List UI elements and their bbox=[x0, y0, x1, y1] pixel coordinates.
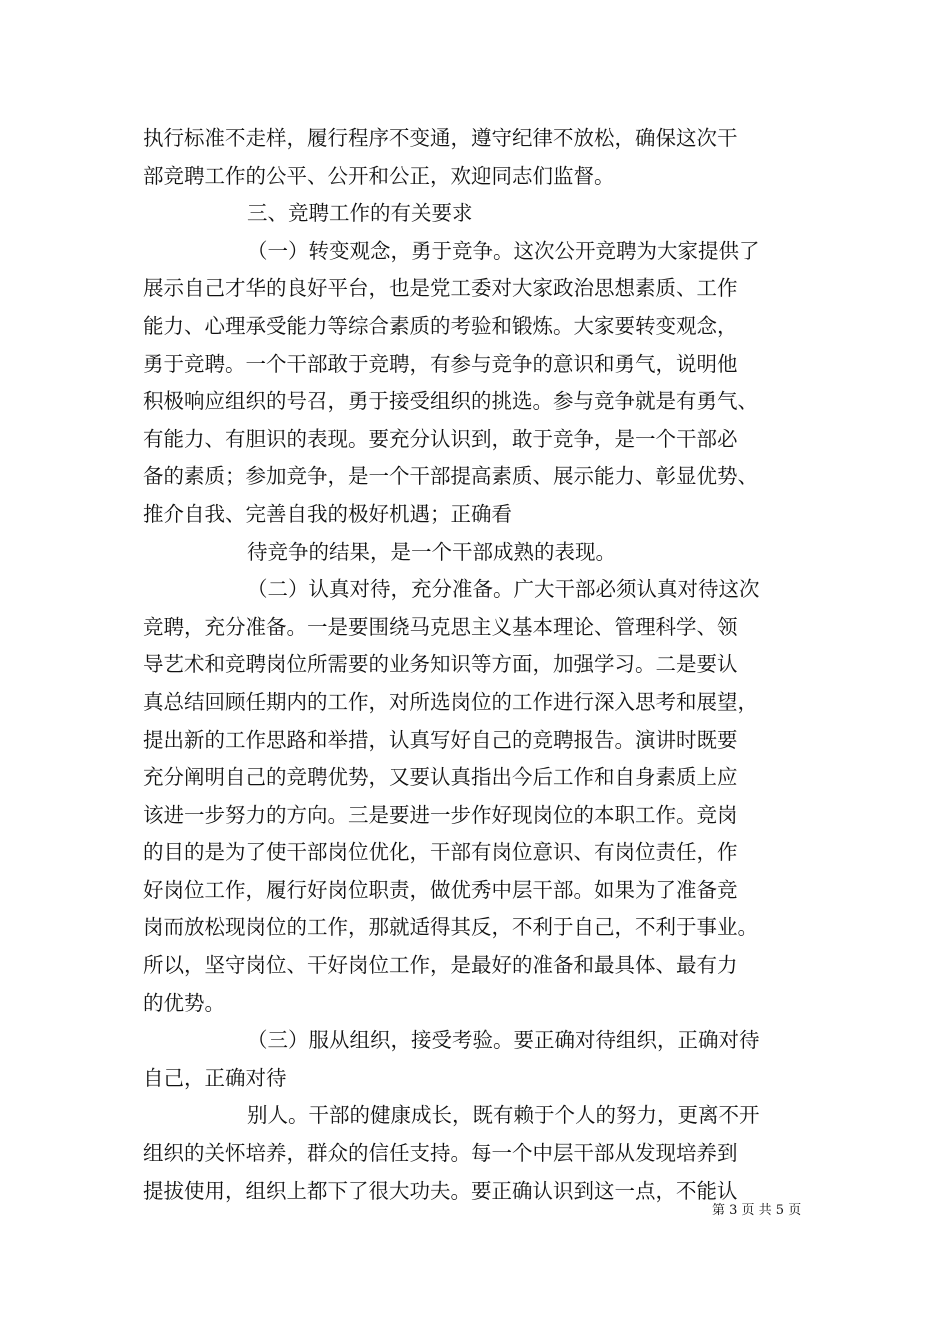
page-number-footer: 第 3 页 共 5 页 bbox=[712, 1203, 802, 1218]
text-line: 推介自我、完善自我的极好机遇；正确看 bbox=[143, 501, 512, 526]
text-line: 真总结回顾任期内的工作，对所选岗位的工作进行深入思考和展望， bbox=[143, 689, 758, 714]
text-line: 组织的关怀培养，群众的信任支持。每一个中层干部从发现培养到 bbox=[143, 1141, 738, 1166]
text-line: 积极响应组织的号召，勇于接受组织的挑选。参与竞争就是有勇气、 bbox=[143, 389, 758, 414]
text-line: 好岗位工作，履行好岗位职责，做优秀中层干部。如果为了准备竞 bbox=[143, 877, 738, 902]
text-line: 能力、心理承受能力等综合素质的考验和锻炼。大家要转变观念， bbox=[143, 313, 738, 338]
text-line: 别人。干部的健康成长，既有赖于个人的努力，更离不开 bbox=[247, 1103, 760, 1128]
text-line: 部竞聘工作的公平、公开和公正，欢迎同志们监督。 bbox=[143, 163, 615, 188]
text-line: 该进一步努力的方向。三是要进一步作好现岗位的本职工作。竞岗 bbox=[143, 802, 738, 827]
text-line: 的目的是为了使干部岗位优化，干部有岗位意识、有岗位责任，作 bbox=[143, 840, 738, 865]
text-line: 待竞争的结果，是一个干部成熟的表现。 bbox=[247, 539, 616, 564]
text-line: （二）认真对待，充分准备。广大干部必须认真对待这次 bbox=[247, 577, 760, 602]
text-line: （三）服从组织，接受考验。要正确对待组织，正确对待 bbox=[247, 1028, 760, 1053]
text-line: 的优势。 bbox=[143, 990, 225, 1015]
text-line: 有能力、有胆识的表现。要充分认识到，敢于竞争，是一个干部必 bbox=[143, 426, 738, 451]
text-line: （一）转变观念，勇于竞争。这次公开竞聘为大家提供了 bbox=[247, 238, 760, 263]
text-line: 所以，坚守岗位、干好岗位工作，是最好的准备和最具体、最有力 bbox=[143, 953, 738, 978]
document-body bbox=[143, 120, 828, 1210]
text-line: 充分阐明自己的竞聘优势，又要认真指出今后工作和自身素质上应 bbox=[143, 765, 738, 790]
text-line: 执行标准不走样，履行程序不变通，遵守纪律不放松，确保这次干 bbox=[143, 126, 738, 150]
text-line: 提出新的工作思路和举措，认真写好自己的竞聘报告。演讲时既要 bbox=[143, 727, 738, 752]
text-line: 勇于竞聘。一个干部敢于竞聘，有参与竞争的意识和勇气，说明他 bbox=[143, 351, 738, 376]
text-line: 备的素质；参加竞争，是一个干部提高素质、展示能力、彰显优势、 bbox=[143, 464, 758, 489]
text-line: 竞聘，充分准备。一是要围绕马克思主义基本理论、管理科学、领 bbox=[143, 614, 738, 639]
text-line: 岗而放松现岗位的工作，那就适得其反，不利于自己，不利于事业。 bbox=[143, 915, 758, 940]
text-line: 提拔使用，组织上都下了很大功夫。要正确认识到这一点，不能认 bbox=[143, 1178, 738, 1203]
text-line: 自己，正确对待 bbox=[143, 1065, 287, 1090]
section-heading: 三、竞聘工作的有关要求 bbox=[247, 201, 473, 226]
text-line: 导艺术和竞聘岗位所需要的业务知识等方面，加强学习。二是要认 bbox=[143, 652, 738, 677]
text-line: 展示自己才华的良好平台，也是党工委对大家政治思想素质、工作 bbox=[143, 276, 738, 301]
